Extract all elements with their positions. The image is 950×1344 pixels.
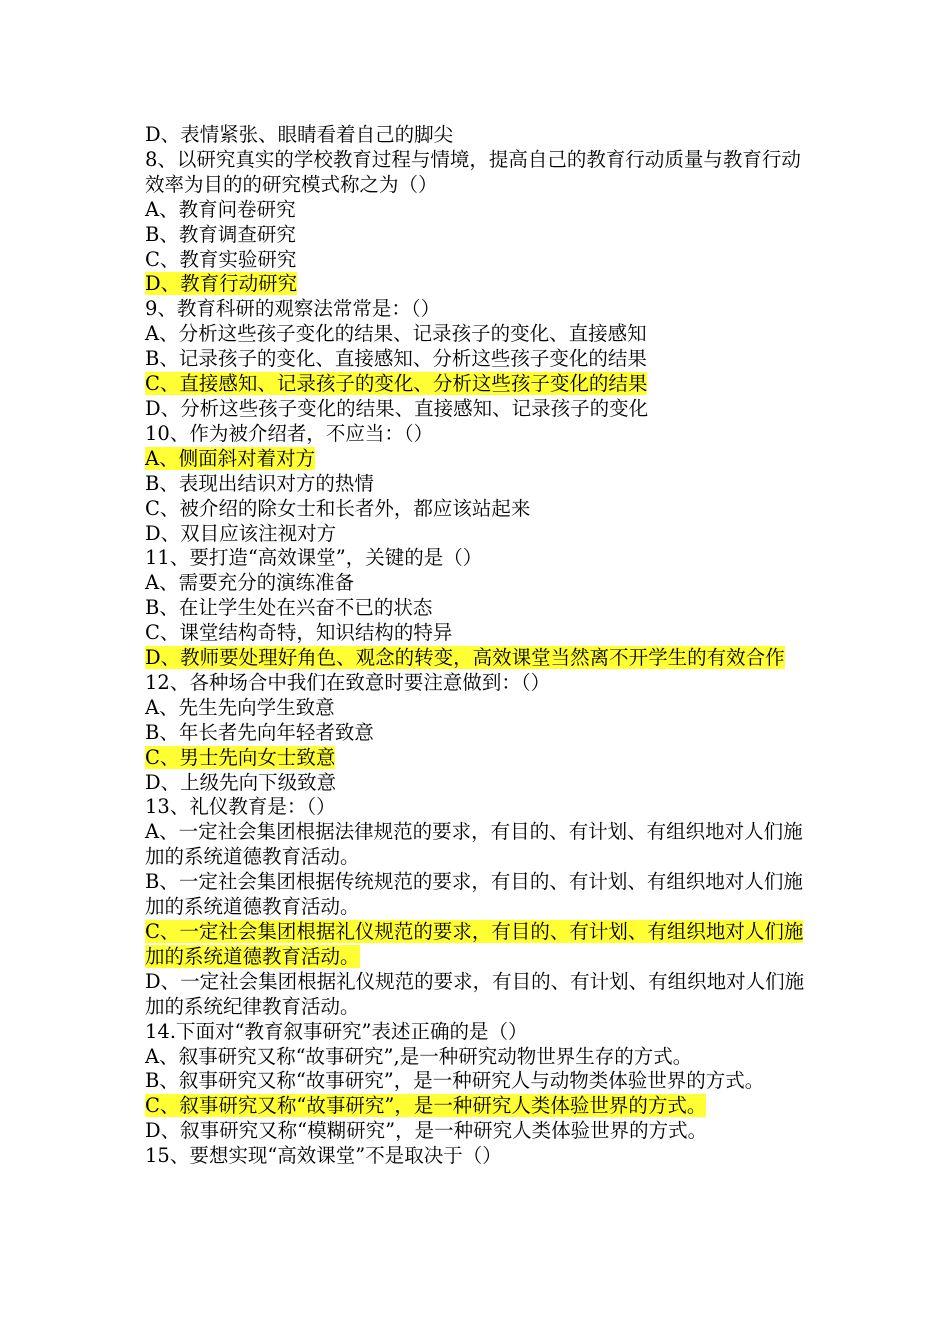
text-line (145, 671, 810, 696)
line-text: B、教育调查研究 (145, 222, 296, 246)
text-line (145, 198, 810, 223)
text-line (145, 297, 810, 322)
text-line (145, 696, 810, 721)
text-line (145, 347, 810, 372)
text-line (145, 870, 810, 920)
line-text: A、教育问卷研究 (145, 197, 296, 221)
line-text: A、需要充分的演练准备 (145, 571, 355, 595)
line-text: D、表情紧张、眼睛看着自己的脚尖 (145, 123, 454, 146)
line-text: 13、礼仪教育是：（） (145, 795, 336, 819)
line-text: B、叙事研究又称“故事研究”，是一种研究人与动物类体验世界的方式。 (145, 1069, 765, 1093)
highlighted-answer-line (145, 447, 810, 472)
line-text: C、被介绍的除女士和长者外，都应该站起来 (145, 496, 531, 520)
line-text: D、分析这些孩子变化的结果、直接感知、记录孩子的变化 (145, 396, 649, 420)
line-text: B、年长者先向年轻者致意 (145, 720, 374, 744)
line-text: C、叙事研究又称“故事研究”，是一种研究人类体验世界的方式。 (145, 1094, 707, 1118)
line-text: B、记录孩子的变化、直接感知、分析这些孩子变化的结果 (145, 347, 647, 371)
text-line (145, 1119, 810, 1144)
line-text: D、一定社会集团根据礼仪规范的要求，有目的、有计划、有组织地对人们施加的系统纪律教育活动。 (145, 969, 805, 1018)
line-text: D、教育行动研究 (145, 272, 298, 296)
text-line (145, 148, 810, 198)
text-line (145, 771, 810, 796)
highlighted-answer-line (145, 646, 810, 671)
text-line (145, 621, 810, 646)
text-line (145, 1045, 810, 1070)
text-line (145, 970, 810, 1020)
line-text: B、表现出结识对方的热情 (145, 471, 374, 495)
text-line (145, 472, 810, 497)
text-line (145, 1069, 810, 1094)
text-line (145, 397, 810, 422)
highlighted-answer-line (145, 1094, 810, 1119)
line-text: C、课堂结构奇特，知识结构的特异 (145, 621, 453, 645)
highlighted-answer-line (145, 920, 810, 970)
line-text: B、在让学生处在兴奋不已的状态 (145, 596, 433, 620)
line-text: 9、教育科研的观察法常常是：（） (145, 297, 441, 321)
text-line (145, 522, 810, 547)
line-text: 15、要想实现“高效课堂”不是取决于（） (145, 1144, 502, 1168)
text-line (145, 546, 810, 571)
line-text: A、侧面斜对着对方 (145, 446, 316, 470)
line-text: C、教育实验研究 (145, 247, 297, 271)
highlighted-answer-line (145, 746, 810, 771)
text-line (145, 596, 810, 621)
line-text: A、一定社会集团根据法律规范的要求，有目的、有计划、有组织地对人们施加的系统道德教育活动。 (145, 820, 803, 869)
text-line (145, 422, 810, 447)
line-text: C、男士先向女士致意 (145, 745, 336, 769)
text-line (145, 1020, 810, 1045)
text-line (145, 795, 810, 820)
line-text: A、分析这些孩子变化的结果、记录孩子的变化、直接感知 (145, 322, 647, 346)
line-text: D、叙事研究又称“模糊研究”，是一种研究人类体验世界的方式。 (145, 1119, 708, 1143)
line-text: A、先生先向学生致意 (145, 695, 335, 719)
line-text: C、一定社会集团根据礼仪规范的要求，有目的、有计划、有组织地对人们施加的系统道德教育活动。 (145, 920, 804, 968)
text-line (145, 820, 810, 870)
text-line (145, 571, 810, 596)
highlighted-answer-line (145, 272, 810, 297)
text-line (145, 1144, 810, 1169)
line-text: 11、要打造“高效课堂”，关键的是（） (145, 546, 483, 570)
line-text: D、双目应该注视对方 (145, 521, 337, 545)
text-line (145, 248, 810, 273)
line-text: A、叙事研究又称“故事研究”,是一种研究动物世界生存的方式。 (145, 1044, 693, 1068)
text-line (145, 721, 810, 746)
line-text: B、一定社会集团根据传统规范的要求，有目的、有计划、有组织地对人们施加的系统道德教育活动。 (145, 870, 803, 919)
document-lines (145, 123, 810, 1169)
text-line (145, 123, 810, 148)
document-page (145, 123, 810, 1169)
line-text: C、直接感知、记录孩子的变化、分析这些孩子变化的结果 (145, 372, 648, 396)
line-text: 14.下面对“教育叙事研究”表述正确的是（） (145, 1019, 528, 1043)
line-text: 8、以研究真实的学校教育过程与情境，提高自己的教育行动质量与教育行动效率为目的的研究模式称之为（） (145, 147, 801, 196)
highlighted-answer-line (145, 372, 810, 397)
line-text: D、教师要处理好角色、观念的转变，高效课堂当然离不开学生的有效合作 (145, 646, 785, 670)
line-text: 12、各种场合中我们在致意时要注意做到：（） (145, 670, 551, 694)
line-text: D、上级先向下级致意 (145, 770, 337, 794)
line-text: 10、作为被介绍者，不应当：（） (145, 421, 434, 445)
text-line (145, 223, 810, 248)
text-line (145, 497, 810, 522)
text-line (145, 322, 810, 347)
